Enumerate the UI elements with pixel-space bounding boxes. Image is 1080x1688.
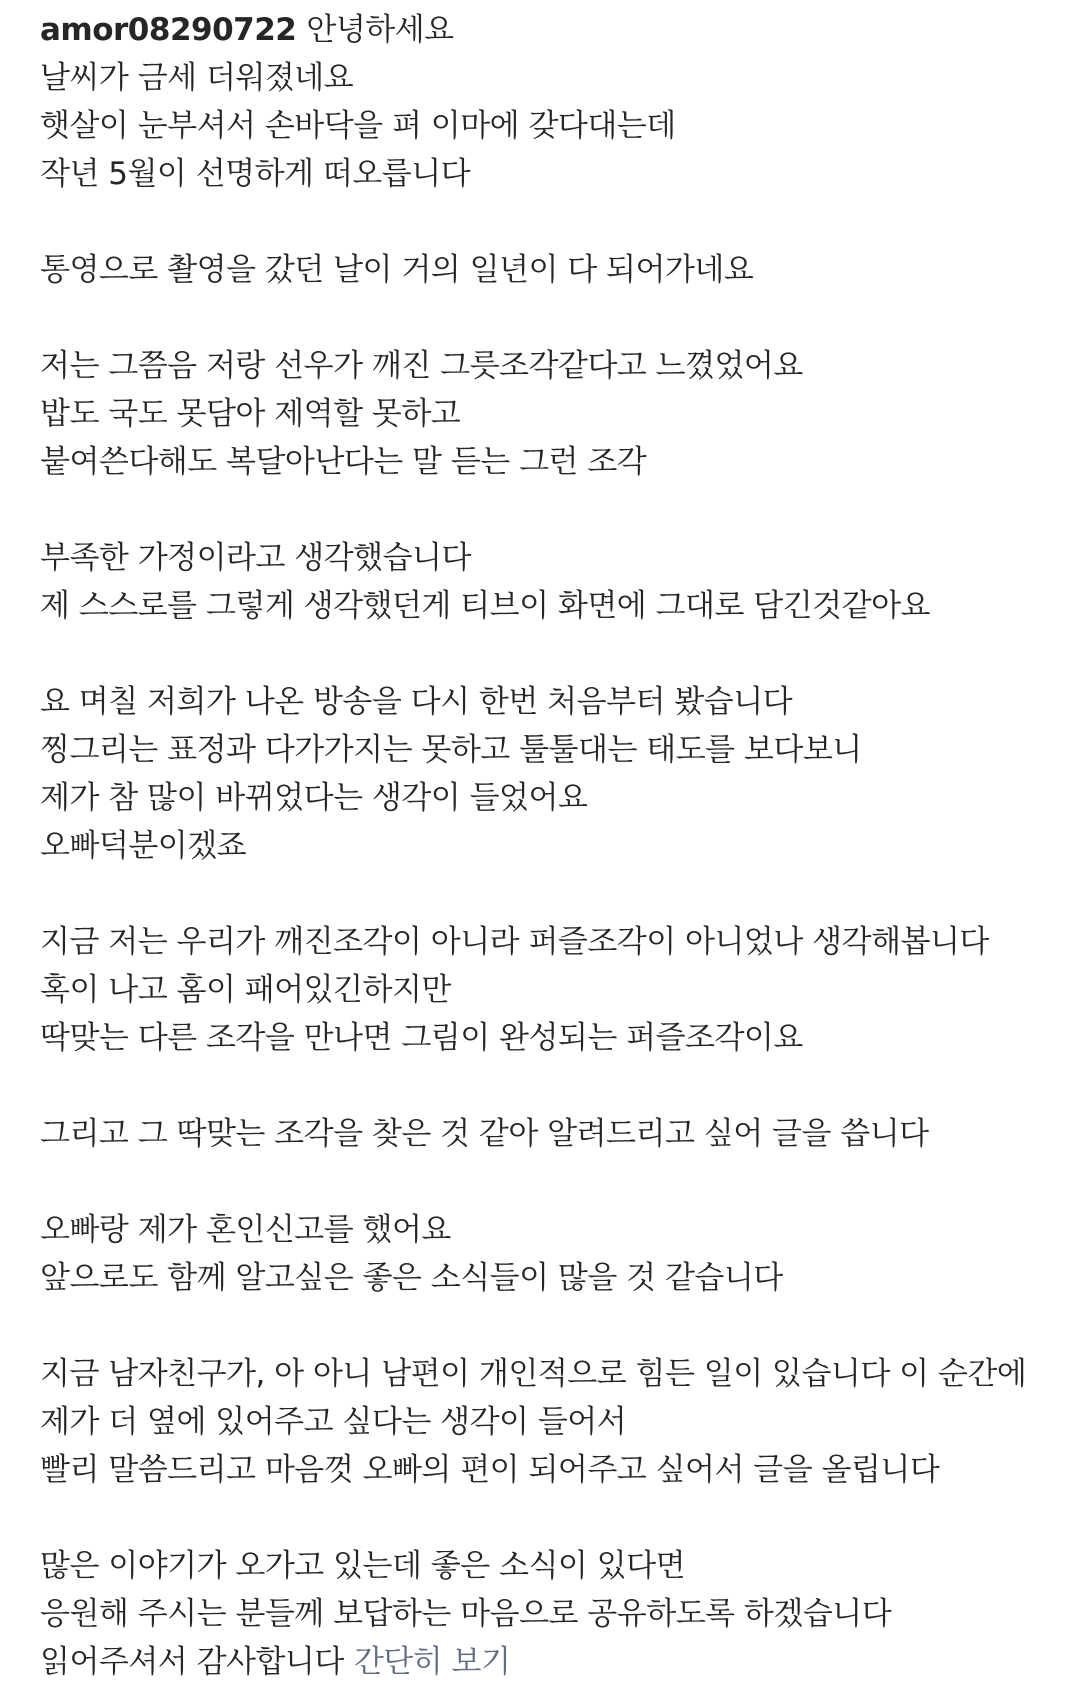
caption-line: 제가 더 옆에 있어주고 싶다는 생각이 들어서 <box>40 1404 627 1440</box>
caption-line: 딱맞는 다른 조각을 만나면 그림이 완성되는 퍼즐조각이요 <box>40 1020 803 1056</box>
caption-line: 찡그리는 표정과 다가가지는 못하고 툴툴대는 태도를 보다보니 <box>40 732 862 768</box>
caption-line: 통영으로 촬영을 갔던 날이 거의 일년이 다 되어가네요 <box>40 252 754 288</box>
caption-line: 지금 저는 우리가 깨진조각이 아니라 퍼즐조각이 아니었나 생각해봅니다 <box>40 924 989 960</box>
caption-blank-line <box>40 294 1056 342</box>
caption-last-line <box>40 1638 1056 1686</box>
caption-blank-line <box>40 1302 1056 1350</box>
caption-line: 지금 남자친구가, 아 아니 남편이 개인적으로 힘든 일이 있습니다 이 순간에 <box>40 1356 1027 1392</box>
collapse-caption-link[interactable]: 간단히 보기 <box>353 1644 511 1680</box>
caption-line: 오빠덕분이겠죠 <box>40 828 247 864</box>
caption-line: 날씨가 금세 더워졌네요 <box>40 60 354 96</box>
caption-line: 빨리 말씀드리고 마음껏 오빠의 편이 되어주고 싶어서 글을 올립니다 <box>40 1452 940 1488</box>
caption-line: 응원해 주시는 분들께 보답하는 마음으로 공유하도록 하겠습니다 <box>40 1596 892 1632</box>
caption-blank-line <box>40 1494 1056 1542</box>
caption-greeting: 안녕하세요 <box>306 12 454 48</box>
caption-blank-line <box>40 1158 1056 1206</box>
caption-line: 오빠랑 제가 혼인신고를 했어요 <box>40 1212 451 1248</box>
caption-line: 그리고 그 딱맞는 조각을 찾은 것 같아 알려드리고 싶어 글을 씁니다 <box>40 1116 929 1152</box>
caption-line: 제가 참 많이 바뀌었다는 생각이 들었어요 <box>40 780 588 816</box>
caption-blank-line <box>40 198 1056 246</box>
caption-line: 저는 그쯤음 저랑 선우가 깨진 그릇조각같다고 느꼈었어요 <box>40 348 803 384</box>
caption-line: 혹이 나고 홈이 패어있긴하지만 <box>40 972 451 1008</box>
caption-body <box>40 54 1056 1638</box>
caption-blank-line <box>40 1062 1056 1110</box>
caption-line: 작년 5월이 선명하게 떠오릅니다 <box>40 156 471 192</box>
caption-line: 제 스스로를 그렇게 생각했던게 티브이 화면에 그대로 담긴것같아요 <box>40 588 930 624</box>
caption-line: 햇살이 눈부셔서 손바닥을 펴 이마에 갖다대는데 <box>40 108 676 144</box>
caption-line: 앞으로도 함께 알고싶은 좋은 소식들이 많을 것 같습니다 <box>40 1260 783 1296</box>
caption-blank-line <box>40 630 1056 678</box>
caption-first-line <box>40 6 1056 54</box>
caption-line: 붙여쓴다해도 복달아난다는 말 듣는 그런 조각 <box>40 444 647 480</box>
caption-line: 부족한 가정이라고 생각했습니다 <box>40 540 471 576</box>
caption-line: 밥도 국도 못담아 제역할 못하고 <box>40 396 461 432</box>
username-link[interactable]: amor08290722 <box>40 12 297 48</box>
caption-text <box>40 6 1056 1686</box>
caption-line: 요 며칠 저희가 나온 방송을 다시 한번 처음부터 봤습니다 <box>40 684 793 720</box>
caption-line: 많은 이야기가 오가고 있는데 좋은 소식이 있다면 <box>40 1548 686 1584</box>
caption-closing-text: 읽어주셔서 감사합니다 <box>40 1644 344 1680</box>
caption-blank-line <box>40 870 1056 918</box>
caption-blank-line <box>40 486 1056 534</box>
